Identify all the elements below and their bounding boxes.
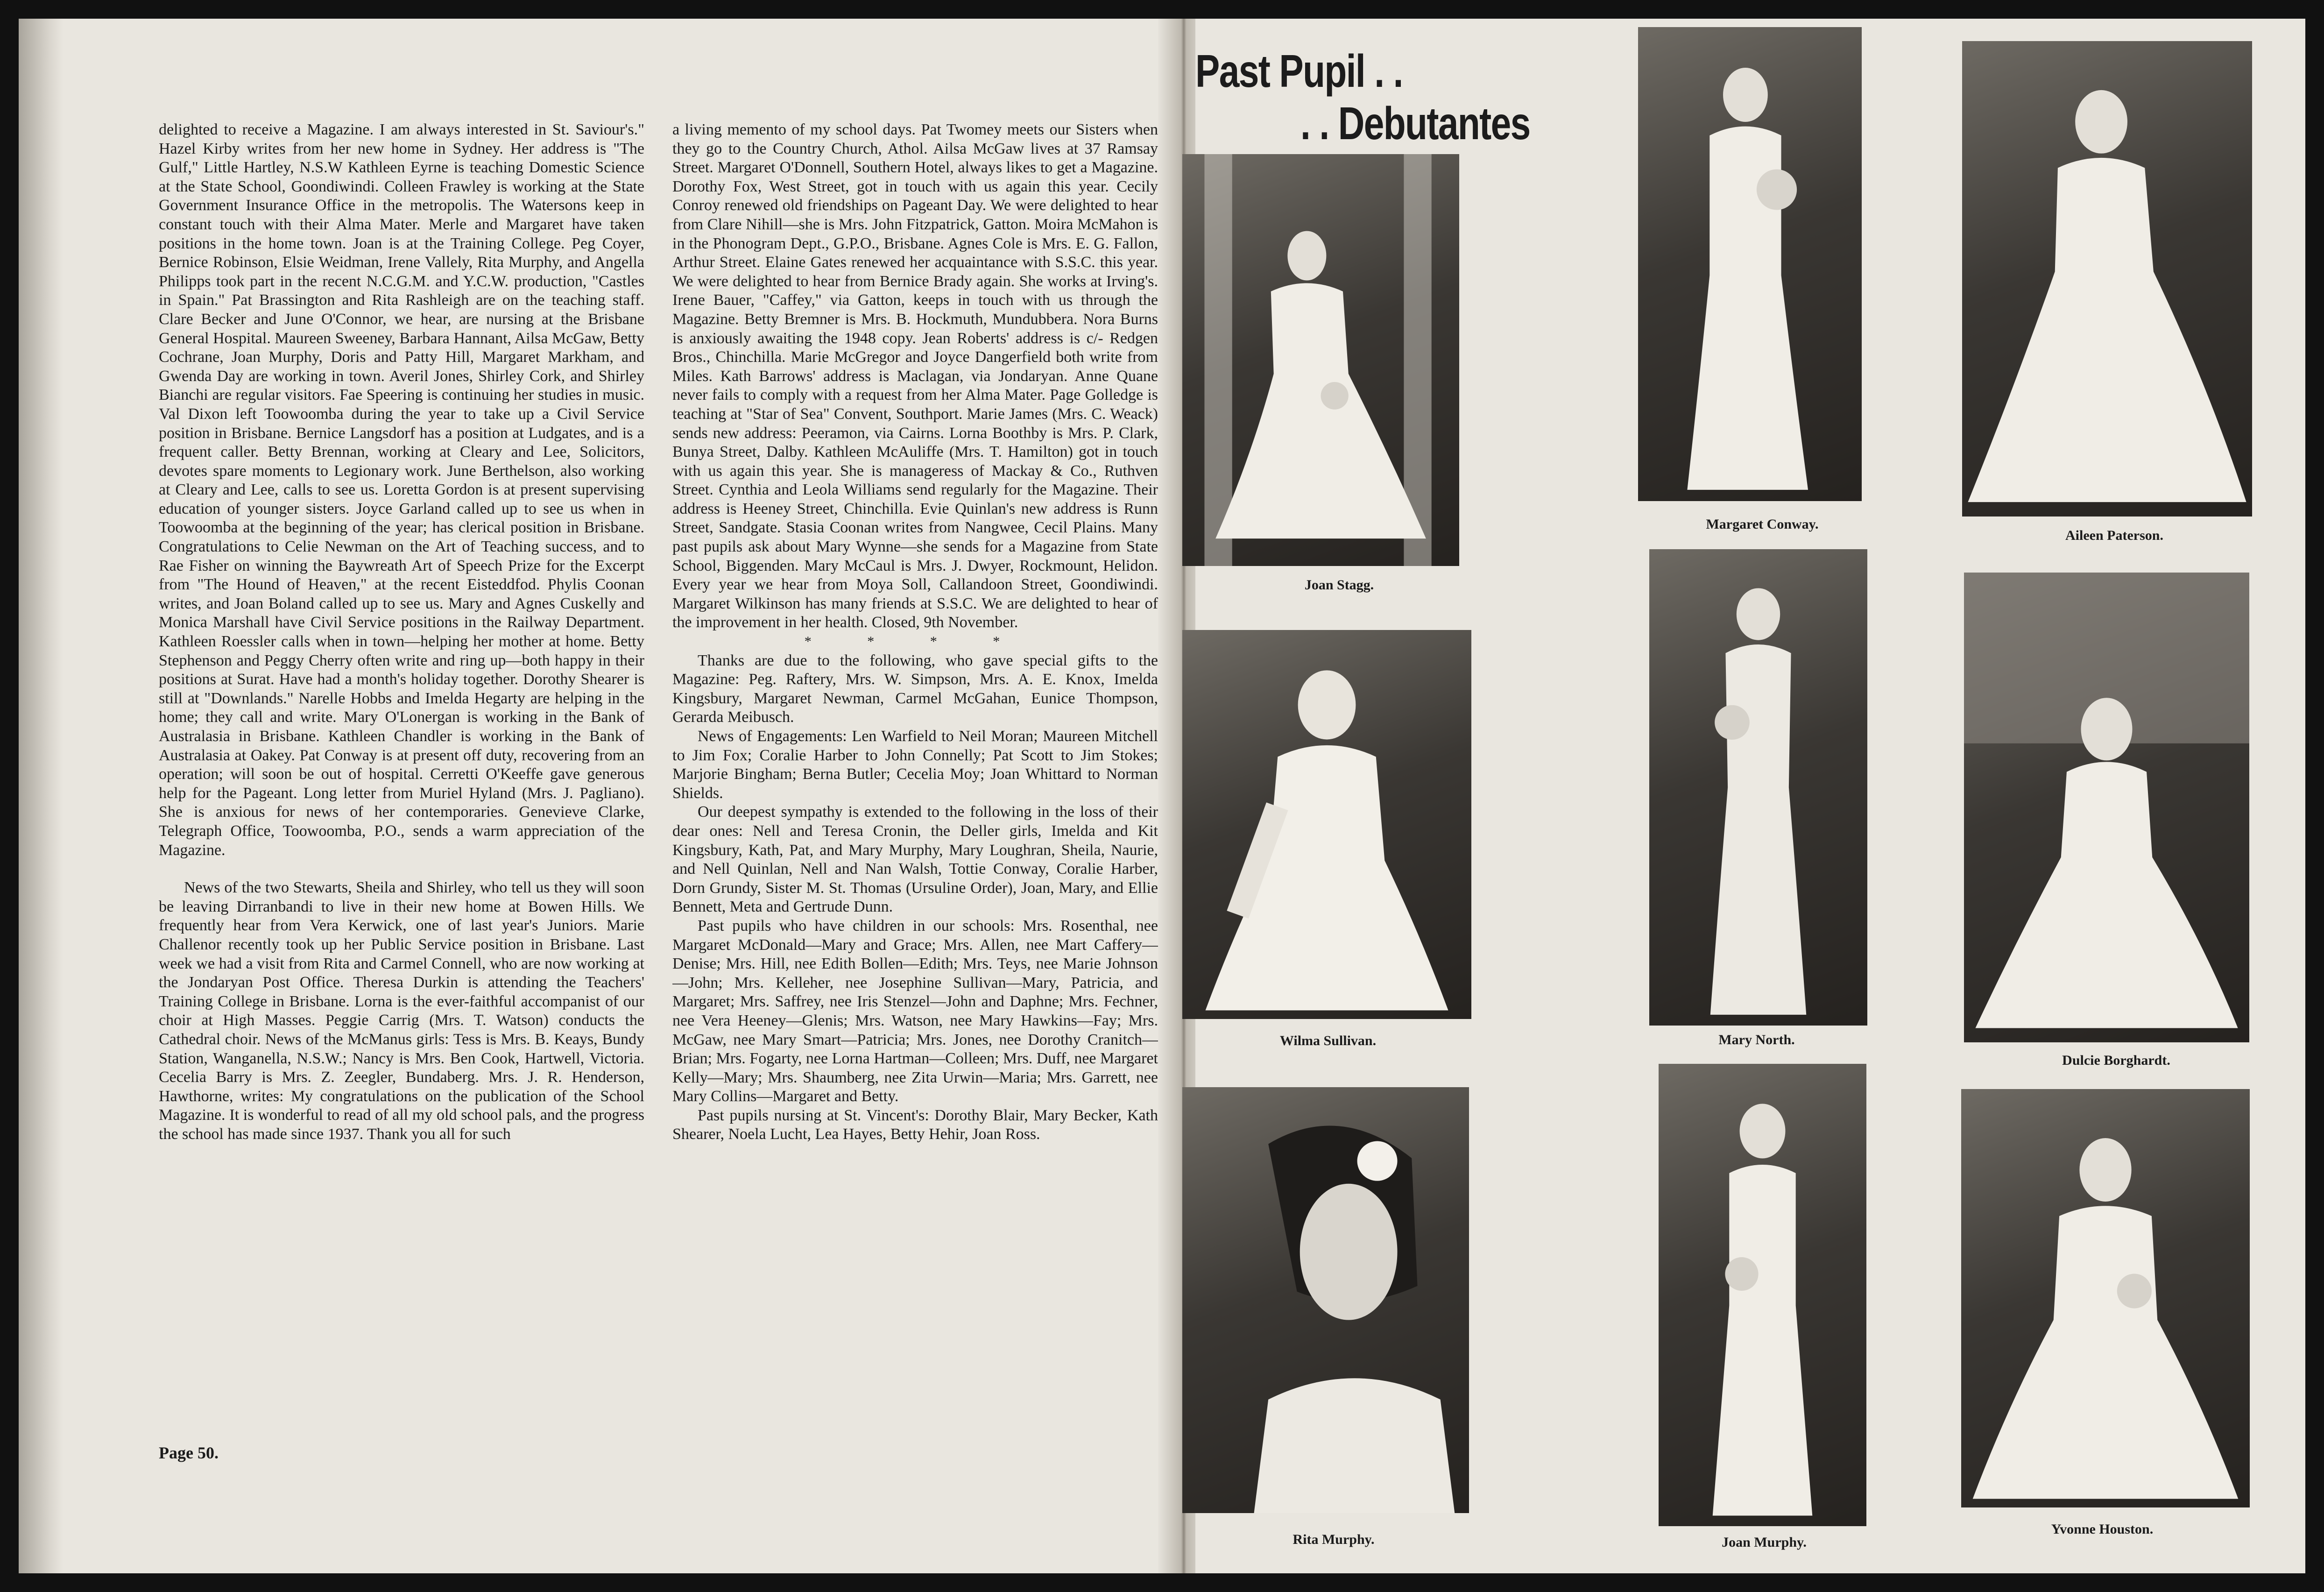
debutante-photo <box>1182 154 1459 566</box>
photo-caption: Joan Murphy. <box>1722 1535 1807 1550</box>
debutante-photo <box>1659 1064 1866 1526</box>
photo-caption: Rita Murphy. <box>1293 1532 1375 1547</box>
paragraph: delighted to receive a Magazine. I am always interested in St. Saviour's." Hazel Kirby writes from her new home in Sydney. Her address is "The Gulf," Little Hartley, N.S.W Kathleen Eyrne is teaching Domestic Science at the State School, Goondiwindi. Colleen Frawley is working at the State Government Insurance Office in the metropolis. The Watersons keep in constant touch with their Alma Mater. Merle and Margaret have taken positions in the home town. Joan is at the Training College. Peg Coyer, Bernice Robinson, Elsie Weidman, Irene Vallely, Rita Murphy, and Angella Philipps took part in the recent N.C.G.M. and Y.C.W. production, "Castles in Spain." Pat Brassington and Rita Rashleigh are on the teaching staff. Clare Becker and June O'Connor, we hear, are nursing at the Brisbane General Hospital. Maureen Sweeney, Barbara Hannant, Ailsa McGaw, Betty Cochrane, Joan Murphy, Doris and Patty Hill, Margaret Markham, and Gwenda Day are working in town. Averil Jones, Shirley Cork, and Shirley Bianchi are regular visitors. Fae Speering is continuing her studies in music. Val Dixon left Toowoomba during the year to take up a Civil Service position in Brisbane. Bernice Langsdorf has a position at Ludgates, and is a frequent caller. Betty Brennan, working at Cleary and Lee, Solicitors, devotes spare moments to Legionary work. June Berthelson, also working at Cleary and Lee, calls to see us. Loretta Gordon is at present supervising education of younger sisters. Joyce Garland called up to see us when in Toowoomba at the beginning of the year; has clerical position in Brisbane. Congratulations to Celie Newman on the Art of Teaching success, and to Rae Fisher on winning the Baywreath Art of Speech Prize for the Excerpt from "The Hound of Heaven," at the recent Eisteddfod. Phylis Coonan writes, and Joan Boland called up to see us. Mary and Agnes Cuskelly and Monica Marshall have Civil Service positions in the Railway Department. Kathleen Roessler calls when in town—helping her mother at home. Betty Stephenson and Peggy Cherry often write and ring up—both happy in their positions at Surat. Have had a month's holiday together. Dorothy Shearer is still at "Downlands." Narelle Hobbs and Imelda Hegarty are helping in the home; they call and write. Mary O'Lonergan is working in the Bank of Australasia in Brisbane. Kathleen Chandler is working in the Bank of Australasia at Oakey. Pat Conway is at present off duty, recovering from an operation; will soon be out of hospital. Cerretti O'Keeffe gave generous help for the Pageant. Long letter from Muriel Hyland (Mrs. J. Pagliano). She is anxious for news of her contemporaries. Genevieve Clarke, Telegraph Office, Toowoomba, P.O., sends a warm appreciation of the Magazine. <box>159 121 644 859</box>
left-page <box>19 19 1177 1573</box>
photo-caption: Margaret Conway. <box>1706 517 1819 532</box>
debutante-photo <box>1964 573 2249 1042</box>
photo-caption: Aileen Paterson. <box>2065 528 2163 543</box>
photo-caption: Wilma Sullivan. <box>1279 1033 1377 1048</box>
paragraph: Past pupils who have children in our schools: Mrs. Rosenthal, nee Margaret McDonald—Mary and Grace; Mrs. Allen, nee Mart Caffery—Denise; Mrs. Hill, nee Edith Bollen—Edith; Mrs. Teys, nee Marie Johnson—John; Mrs. Kelleher, nee Josephine Sullivan—Mary, Patricia, and Margaret; Mrs. Saffrey, nee Iris Stenzel—John and Daphne; Mrs. Fechner, nee Vera Heeney—Glenis; Mrs. Watson, nee Mary Hawkins—Fay; Mrs. McGaw, nee Mary Smart—Patricia; Mrs. Jones, nee Dorothy Cranitch—Brian; Mrs. Fogarty, nee Lorna Hartman—Colleen; Mrs. Duff, nee Margaret Kelly—Mary; Mrs. Shaumberg, nee Zita Urwin—Maria; Mrs. Garrett, nee Mary Collins—Margaret and Betty. <box>672 917 1158 1105</box>
paragraph: News of Engagements: Len Warfield to Neil Moran; Maureen Mitchell to Jim Fox; Coralie Harber to John Connelly; Pat Scott to Jim Stokes; Marjorie Bingham; Berna Butler; Cecelia Moy; Joan Whittard to Norman Shields. <box>672 728 1158 802</box>
paragraph: Our deepest sympathy is extended to the following in the loss of their dear ones: Nell and Teresa Cronin, the Deller girls, Imelda and Kit Kingsbury, Kath, Pat, and Mary Murphy, Mary Loughran, Sheila, Naurie, and Nell Quinlan, Nell and Nan Walsh, Tottie Conway, Coralie Harber, Dorn Grundy, Sister M. St. Thomas (Ursuline Order), Joan, Mary, and Ellie Bennett, Meta and Gertrude Dunn. <box>672 803 1158 916</box>
photo-caption: Dulcie Borghardt. <box>2062 1053 2170 1068</box>
section-separator: * * * * <box>804 634 1026 650</box>
debutante-photo <box>1182 1087 1469 1513</box>
paragraph: Thanks are due to the following, who gave special gifts to the Magazine: Peg. Raftery, Mrs. W. Simpson, Mrs. A. E. Knox, Imelda Kingsbury, Margaret Newman, Carmel McGahan, Eunice Thompson, Gerarda Meibusch. <box>672 651 1158 726</box>
photo-caption: Mary North. <box>1718 1032 1795 1047</box>
text-column-1 <box>159 120 644 1465</box>
debutante-photo <box>1961 1089 2250 1507</box>
debutante-photo <box>1182 630 1471 1019</box>
page-number: Page 50. <box>159 1443 219 1462</box>
photo-caption: Joan Stagg. <box>1304 577 1374 593</box>
debutante-photo <box>1962 41 2252 517</box>
debutante-photo <box>1649 549 1867 1026</box>
debutante-photo <box>1638 27 1862 501</box>
photo-caption: Yvonne Houston. <box>2051 1521 2154 1537</box>
page-title-line-2: . . Debutantes <box>1300 98 1530 149</box>
paragraph: News of the two Stewarts, Sheila and Shirley, who tell us they will soon be leaving Dirranbandi to live in their new home at Bowen Hills. We frequently hear from Vera Kerwick, one of last year's Juniors. Marie Challenor recently took up her Public Service position in Brisbane. Last week we had a visit from Rita and Carmel Connell, who are now working at the Jondaryan Post Office. Theresa Durkin is attending the Teachers' Training College in Brisbane. Lorna is the ever-faithful accompanist of our choir at High Masses. Peggie Carrig (Mrs. T. Watson) conducts the Cathedral choir. News of the McManus girls: Tess is Mrs. B. Keays, Bundy Station, Wanganella, N.S.W.; Nancy is Mrs. Ben Cook, Hartwell, Victoria. Cecelia Barry is Mrs. Z. Zeegler, Bundaberg. Mrs. J. R. Henderson, Hawthorne, writes: My congratulations on the publication of the School Magazine. It is wonderful to read of all my old school pals, and the progress the school has made since 1937. Thank you all for such <box>159 879 644 1143</box>
paragraph: a living memento of my school days. Pat Twomey meets our Sisters when they go to the Country Church, Athol. Ailsa McGaw lives at 37 Ramsay Street. Margaret O'Donnell, Southern Hotel, always likes to get a Magazine. Dorothy Fox, West Street, got in touch with us again this year. Cecily Conroy renewed old friendships on Pageant Day. We were delighted to hear from Clare Nihill—she is Mrs. John Fitzpatrick, Gatton. Moira McMahon is in the Phonogram Dept., G.P.O., Brisbane. Agnes Cole is Mrs. E. G. Fallon, Arthur Street. Elaine Gates renewed her acquaintance with S.S.C. this year. We were delighted to hear from Bernice Brady again. She works at Irving's. Irene Bauer, "Caffey," via Gatton, keeps in touch with us through the Magazine. Betty Bremner is Mrs. B. Hockmuth, Mundubbera. Nora Burns is anxiously awaiting the 1948 copy. Jean Roberts' address is c/- Redgen Bros., Chinchilla. Marie McGregor and Joyce Dangerfield both write from Miles. Kath Barrows' address is Maclagan, via Jondaryan. Anne Quane never fails to comply with a request from her Alma Mater. Page Golledge is teaching at "Star of Sea" Convent, Southport. Marie James (Mrs. C. Weack) sends new address: Peeramon, via Cairns. Lorna Boothby is Mrs. P. Clark, Bunya Street, Dalby. Kathleen McAuliffe (Mrs. T. Hamilton) got in touch with us again this year. She is manageress of Mackay & Co., Ruthven Street. Cynthia and Leola Williams send regularly for the Magazine. Their address is Heeney Street, Chinchilla. Evie Quinlan's new address is Runn Street, Sandgate. Stasia Coonan writes from Nangwee, Cecil Plains. Many past pupils ask about Mary Wynne—she sends for a Magazine from State School, Biggenden. Mary McCaul is Mrs. J. Dwyer, Rockmount, Helidon. Every year we hear from Moya Soll, Callandoon Street, Goondiwindi. Margaret Wilkinson has many friends at S.S.C. We are delighted to hear of the improvement in her health. Closed, 9th November. <box>672 121 1158 631</box>
magazine-spread <box>19 19 2305 1573</box>
page-title-line-1: Past Pupil . . <box>1195 45 1403 97</box>
binding-edge <box>19 19 63 1573</box>
text-column-2 <box>672 120 1158 1465</box>
paragraph: Past pupils nursing at St. Vincent's: Dorothy Blair, Mary Becker, Kath Shearer, Noela Lucht, Lea Hayes, Betty Hehir, Joan Ross. <box>672 1106 1158 1143</box>
